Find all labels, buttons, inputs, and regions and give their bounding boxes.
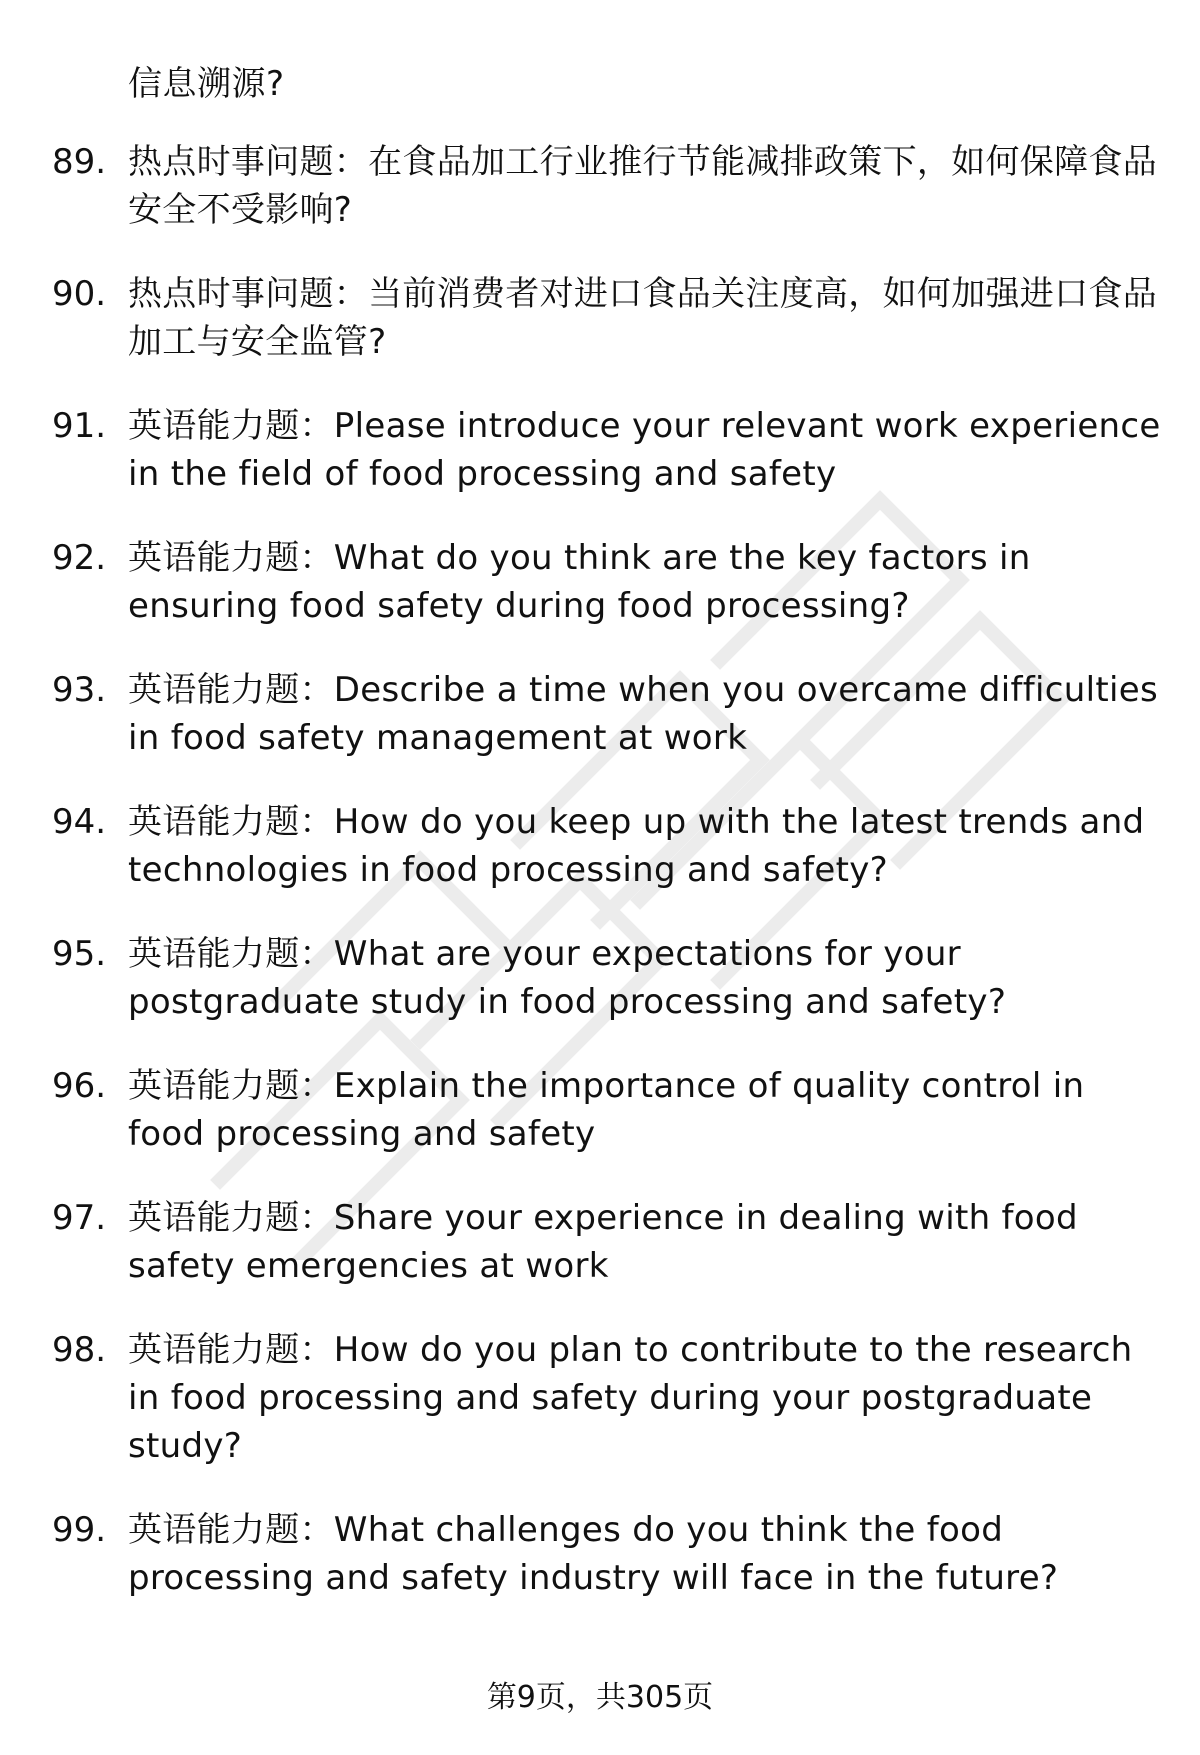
list-item [0,534,1200,630]
list-item [0,402,1200,498]
list-item [0,1506,1200,1602]
question-number: 96. [52,1066,107,1106]
question-number: 89. [52,142,107,182]
list-item [0,930,1200,1026]
question-number: 98. [52,1330,107,1370]
question-text: 英语能力题：What challenges do you think the food processing and safety industry will face in the future? [128,1510,1059,1598]
question-number: 92. [52,538,107,578]
question-list [0,138,1200,1638]
question-text: 英语能力题：What do you think are the key factors in ensuring food safety during food processing? [128,538,1031,626]
continuation-text: 信息溯源? [128,64,285,104]
question-text: 热点时事问题：在食品加工行业推行节能减排政策下，如何保障食品安全不受影响? [128,142,1157,230]
question-text: 英语能力题：What are your expectations for your postgraduate study in food processing and safety? [128,934,1007,1022]
question-number: 97. [52,1198,107,1238]
list-item [0,666,1200,762]
question-text: 热点时事问题：当前消费者对进口食品关注度高，如何加强进口食品加工与安全监管? [128,274,1157,362]
list-item [0,138,1200,234]
question-number: 91. [52,406,107,446]
question-text: 英语能力题：Share your experience in dealing with food safety emergencies at work [128,1198,1078,1286]
question-text: 英语能力题：Please introduce your relevant work experience in the field of food processing and safety [128,406,1161,494]
question-text: 英语能力题：How do you plan to contribute to the research in food processing and safety during your postgraduate study? [128,1330,1133,1466]
list-item [0,270,1200,366]
list-item [0,1326,1200,1470]
question-text: 英语能力题：How do you keep up with the latest trends and technologies in food processing and safety? [128,802,1145,890]
question-number: 99. [52,1510,107,1550]
list-item [0,798,1200,894]
question-number: 90. [52,274,107,314]
list-item [0,1062,1200,1158]
question-number: 94. [52,802,107,842]
question-number: 93. [52,670,107,710]
question-number: 95. [52,934,107,974]
question-text: 英语能力题：Describe a time when you overcame difficulties in food safety management at work [128,670,1158,758]
page-footer: 第9页，共305页 [486,1680,714,1715]
question-text: 英语能力题：Explain the importance of quality control in food processing and safety [128,1066,1085,1154]
list-item [0,1194,1200,1290]
